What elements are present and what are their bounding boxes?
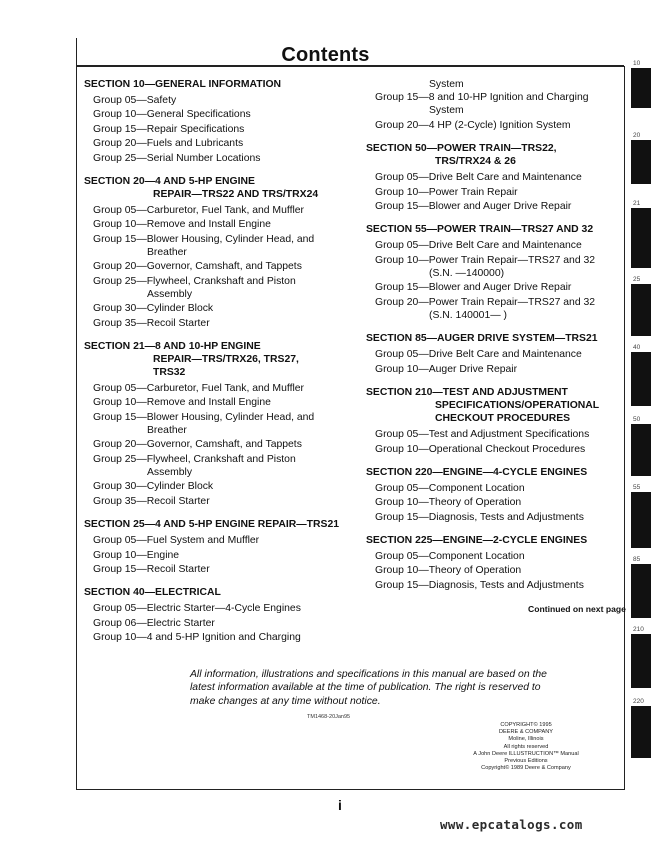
tab-label: 21	[633, 200, 641, 207]
left-margin-rule	[76, 66, 77, 790]
toc-group-line: Assembly	[147, 288, 193, 300]
toc-group-entry[interactable]	[366, 579, 624, 592]
toc-group-line: Group 05—Drive Belt Care and Maintenance	[375, 172, 582, 184]
toc-group-line: Group 20—4 HP (2-Cycle) Ignition System	[375, 119, 571, 131]
toc-section-heading[interactable]	[84, 518, 344, 531]
section-tab-210[interactable]	[631, 626, 651, 688]
section-tab-20[interactable]	[631, 132, 651, 184]
toc-group-line: Group 25—Serial Number Locations	[93, 152, 261, 164]
section-gap	[366, 323, 624, 332]
toc-group-line: Group 15—Blower Housing, Cylinder Head, and	[93, 411, 315, 423]
toc-group-line: Group 05—Carburetor, Fuel Tank, and Muffler	[93, 383, 305, 395]
section-tab-50[interactable]	[631, 416, 651, 476]
contents-right-column	[366, 78, 624, 593]
section-gap	[84, 331, 344, 340]
toc-section-heading[interactable]	[366, 386, 624, 425]
contents-left-column	[84, 78, 344, 646]
continued-note: Continued on next page	[528, 604, 626, 614]
toc-group-entry[interactable]	[366, 200, 624, 213]
toc-group-line: Group 05—Carburetor, Fuel Tank, and Muffler	[93, 204, 305, 216]
toc-section-heading-line: SECTION 225—ENGINE—2-CYCLE ENGINES	[366, 535, 588, 547]
tab-label: 40	[633, 344, 641, 351]
tab-label: 210	[633, 626, 644, 633]
copyright-line: DEERE & COMPANY	[499, 729, 553, 736]
toc-group-line: Group 05—Electric Starter—4-Cycle Engines	[93, 603, 301, 615]
toc-section-heading-line: REPAIR—TRS/TRX26, TRS27,	[153, 354, 299, 366]
toc-group-line: Group 15—Blower and Auger Drive Repair	[375, 200, 572, 212]
section-gap	[84, 509, 344, 518]
toc-section-heading-line: SECTION 210—TEST AND ADJUSTMENT	[366, 387, 568, 399]
toc-group-line: (S.N. —140000)	[429, 267, 505, 279]
toc-group-entry[interactable]	[84, 94, 344, 107]
section-gap	[366, 457, 624, 466]
toc-group-entry[interactable]	[84, 453, 344, 479]
toc-group-entry[interactable]	[84, 631, 344, 644]
toc-group-line: Group 05—Component Location	[375, 551, 525, 563]
toc-group-entry[interactable]	[366, 564, 624, 577]
toc-group-line: Group 05—Fuel System and Muffler	[93, 535, 260, 547]
toc-section-heading-line: SECTION 55—POWER TRAIN—TRS27 AND 32	[366, 224, 594, 236]
toc-group-line: Group 15—Recoil Starter	[93, 564, 210, 576]
section-tab-220[interactable]	[631, 698, 651, 758]
section-tab-40[interactable]	[631, 344, 651, 406]
toc-group-line: Group 25—Flywheel, Crankshaft and Piston	[93, 453, 296, 465]
toc-group-line: Group 15—Blower and Auger Drive Repair	[375, 282, 572, 294]
toc-group-line: Group 06—Electric Starter	[93, 617, 215, 629]
section-tab-10[interactable]	[631, 60, 651, 108]
section-tab-55[interactable]	[631, 484, 651, 548]
toc-group-entry[interactable]	[84, 218, 344, 231]
toc-group-line: Group 20—Fuels and Lubricants	[93, 138, 244, 150]
section-tab-25[interactable]	[631, 276, 651, 336]
toc-section	[366, 534, 624, 592]
toc-section-heading-line: SECTION 21—8 AND 10-HP ENGINE	[84, 341, 261, 353]
toc-group-line: Group 05—Test and Adjustment Specifications	[375, 429, 590, 441]
toc-group-entry[interactable]	[366, 281, 624, 294]
toc-group-line: Group 35—Recoil Starter	[93, 495, 210, 507]
toc-section	[366, 332, 624, 386]
toc-group-entry[interactable]	[84, 602, 344, 615]
toc-group-line: Breather	[147, 246, 187, 258]
toc-group-line: Group 30—Cylinder Block	[93, 481, 214, 493]
copyright-line: All rights reserved	[503, 743, 549, 750]
toc-group-line: Group 10—Remove and Install Engine	[93, 219, 271, 231]
toc-group-entry[interactable]	[84, 123, 344, 136]
toc-group-line: Group 20—Governor, Camshaft, and Tappets	[93, 439, 302, 451]
right-margin-rule	[624, 66, 625, 790]
toc-section-heading[interactable]	[366, 466, 624, 479]
toc-group-entry[interactable]	[366, 511, 624, 524]
toc-group-line: Group 15—Blower Housing, Cylinder Head, and	[93, 233, 315, 245]
toc-group-entry[interactable]	[84, 204, 344, 217]
document-code: TM1468-20Jan95	[307, 714, 351, 720]
toc-group-line: Group 30—Cylinder Block	[93, 303, 214, 315]
toc-group-entry[interactable]	[366, 496, 624, 509]
toc-group-line: Group 25—Flywheel, Crankshaft and Piston	[93, 275, 296, 287]
toc-group-line: Group 10—4 and 5-HP Ignition and Charging	[93, 632, 301, 644]
section-gap	[366, 377, 624, 386]
toc-group-entry[interactable]	[84, 382, 344, 395]
section-gap	[84, 166, 344, 175]
toc-section-heading-line: TRS32	[153, 367, 186, 379]
toc-group-line: Group 10—Auger Drive Repair	[375, 363, 518, 375]
toc-section-heading[interactable]	[366, 223, 624, 236]
toc-group-entry[interactable]	[84, 549, 344, 562]
toc-group-entry[interactable]	[366, 171, 624, 184]
toc-group-entry[interactable]	[84, 152, 344, 165]
toc-section	[366, 223, 624, 332]
copyright-line: A John Deere ILLUSTRUCTION™ Manual	[473, 750, 579, 757]
toc-group-line: Group 15—8 and 10-HP Ignition and Charging	[375, 92, 589, 104]
copyright-block	[448, 722, 604, 772]
copyright-line: Previous Editions	[504, 758, 548, 765]
toc-group-entry[interactable]	[366, 428, 624, 441]
tab-label: 55	[633, 484, 641, 491]
toc-group-entry[interactable]	[84, 302, 344, 315]
toc-group-entry[interactable]	[366, 119, 624, 132]
toc-section-heading[interactable]	[366, 534, 624, 547]
toc-group-line: Group 10—Remove and Install Engine	[93, 397, 271, 409]
toc-section	[84, 340, 344, 518]
toc-group-entry[interactable]	[366, 482, 624, 495]
toc-group-line: Group 10—General Specifications	[93, 109, 251, 121]
toc-group-entry[interactable]	[84, 317, 344, 330]
toc-section-heading-line: CHECKOUT PROCEDURES	[435, 413, 571, 425]
toc-group-line: Group 20—Governor, Camshaft, and Tappets	[93, 261, 302, 273]
toc-section	[84, 78, 344, 175]
toc-group-line: (S.N. 140001— )	[429, 309, 507, 321]
toc-section-heading-line: SECTION 20—4 AND 5-HP ENGINE	[84, 175, 255, 187]
toc-section-heading-line: SECTION 40—ELECTRICAL	[84, 587, 221, 599]
copyright-line: COPYRIGHT© 1995	[500, 722, 552, 728]
page-title: Contents	[281, 44, 370, 66]
toc-section	[84, 175, 344, 340]
toc-group-line: Group 20—Power Train Repair—TRS27 and 32	[375, 296, 596, 308]
toc-section-heading-line: TRS/TRX24 & 26	[435, 156, 516, 168]
section-tab-85[interactable]	[631, 556, 651, 618]
toc-group-entry[interactable]	[84, 438, 344, 451]
tab-label: 10	[633, 60, 641, 67]
toc-section	[366, 386, 624, 466]
toc-group-line: Group 35—Recoil Starter	[93, 317, 210, 329]
section-tab-21[interactable]	[631, 200, 651, 268]
toc-group-line: Group 05—Drive Belt Care and Maintenance	[375, 240, 582, 252]
toc-group-line: Group 05—Safety	[93, 95, 177, 106]
toc-group-entry[interactable]	[366, 239, 624, 252]
toc-section-heading-line: SECTION 10—GENERAL INFORMATION	[84, 79, 282, 90]
publication-notice: All information, illustrations and specifications in this manual are based on the latest information available at the time of publication. The right is reserved to make changes at any time without notice.	[190, 669, 547, 707]
tab-label: 20	[633, 132, 641, 139]
continued-entry-text	[366, 78, 624, 91]
toc-group-entry[interactable]	[366, 254, 624, 280]
toc-group-entry[interactable]	[84, 411, 344, 437]
toc-group-line: Group 10—Power Train Repair—TRS27 and 32	[375, 254, 596, 266]
tab-label: 25	[633, 276, 641, 283]
toc-group-line: Group 15—Repair Specifications	[93, 123, 245, 135]
toc-group-entry[interactable]	[84, 275, 344, 301]
toc-section-heading[interactable]	[84, 340, 344, 379]
toc-group-entry[interactable]	[366, 296, 624, 322]
toc-group-entry[interactable]	[366, 443, 624, 456]
toc-section-heading[interactable]	[366, 332, 624, 345]
toc-group-entry[interactable]	[84, 534, 344, 547]
toc-group-line: Group 15—Diagnosis, Tests and Adjustments	[375, 511, 584, 523]
toc-section-heading[interactable]	[366, 142, 624, 168]
footer-rule	[76, 789, 624, 790]
toc-group-entry[interactable]	[84, 480, 344, 493]
section-gap	[84, 577, 344, 586]
tab-label: 85	[633, 556, 641, 563]
toc-group-entry[interactable]	[84, 495, 344, 508]
toc-group-entry[interactable]	[84, 563, 344, 576]
continued-entry-line: System	[429, 79, 464, 90]
right-sections	[366, 142, 624, 592]
toc-section-heading[interactable]	[84, 78, 344, 91]
copyright-line: Copyright© 1989 Deere & Company	[481, 765, 571, 772]
toc-group-line: Group 05—Component Location	[375, 482, 525, 494]
section-gap	[366, 525, 624, 534]
toc-group-entry[interactable]	[84, 137, 344, 150]
toc-section	[84, 518, 344, 586]
toc-group-entry[interactable]	[366, 348, 624, 361]
toc-section-heading[interactable]	[84, 586, 344, 599]
toc-section-heading-line: SECTION 220—ENGINE—4-CYCLE ENGINES	[366, 466, 588, 478]
toc-group-line: Assembly	[147, 467, 193, 479]
toc-group-entry[interactable]	[366, 550, 624, 563]
toc-section-heading-line: SECTION 50—POWER TRAIN—TRS22,	[366, 143, 557, 155]
toc-section	[366, 142, 624, 223]
toc-group-entry[interactable]	[84, 108, 344, 121]
toc-group-line: Group 10—Power Train Repair	[375, 186, 518, 198]
toc-group-line: Group 05—Drive Belt Care and Maintenance	[375, 349, 582, 361]
toc-group-line: Group 10—Theory of Operation	[375, 497, 522, 509]
continued-groups	[366, 91, 624, 142]
toc-group-entry[interactable]	[366, 91, 624, 117]
watermark-url: www.epcatalogs.com	[440, 817, 583, 832]
toc-group-line: Breather	[147, 425, 187, 437]
tab-label: 50	[633, 416, 641, 423]
toc-group-line: Group 10—Theory of Operation	[375, 565, 522, 577]
toc-group-entry[interactable]	[366, 186, 624, 199]
toc-group-line: System	[429, 105, 464, 117]
toc-group-line: Group 10—Engine	[93, 549, 180, 561]
toc-section-heading-line: REPAIR—TRS22 AND TRS/TRX24	[153, 188, 319, 200]
toc-group-line: Group 10—Operational Checkout Procedures	[375, 443, 586, 455]
section-gap	[366, 133, 624, 142]
toc-group-entry[interactable]	[84, 617, 344, 630]
toc-section	[366, 466, 624, 534]
toc-section-heading-line: SPECIFICATIONS/OPERATIONAL	[435, 400, 600, 412]
copyright-line: Moline, Illinois	[508, 736, 544, 743]
toc-section-heading-line: SECTION 25—4 AND 5-HP ENGINE REPAIR—TRS21	[84, 519, 340, 531]
toc-section	[84, 586, 344, 644]
section-gap	[366, 214, 624, 223]
toc-section-heading-line: SECTION 85—AUGER DRIVE SYSTEM—TRS21	[366, 333, 598, 345]
tab-label: 220	[633, 698, 644, 705]
page-number: i	[338, 797, 342, 813]
toc-group-entry[interactable]	[84, 233, 344, 259]
toc-group-entry[interactable]	[84, 396, 344, 409]
toc-group-entry[interactable]	[366, 363, 624, 376]
toc-section-heading[interactable]	[84, 175, 344, 201]
toc-group-entry[interactable]	[84, 260, 344, 273]
toc-group-line: Group 15—Diagnosis, Tests and Adjustments	[375, 579, 584, 591]
